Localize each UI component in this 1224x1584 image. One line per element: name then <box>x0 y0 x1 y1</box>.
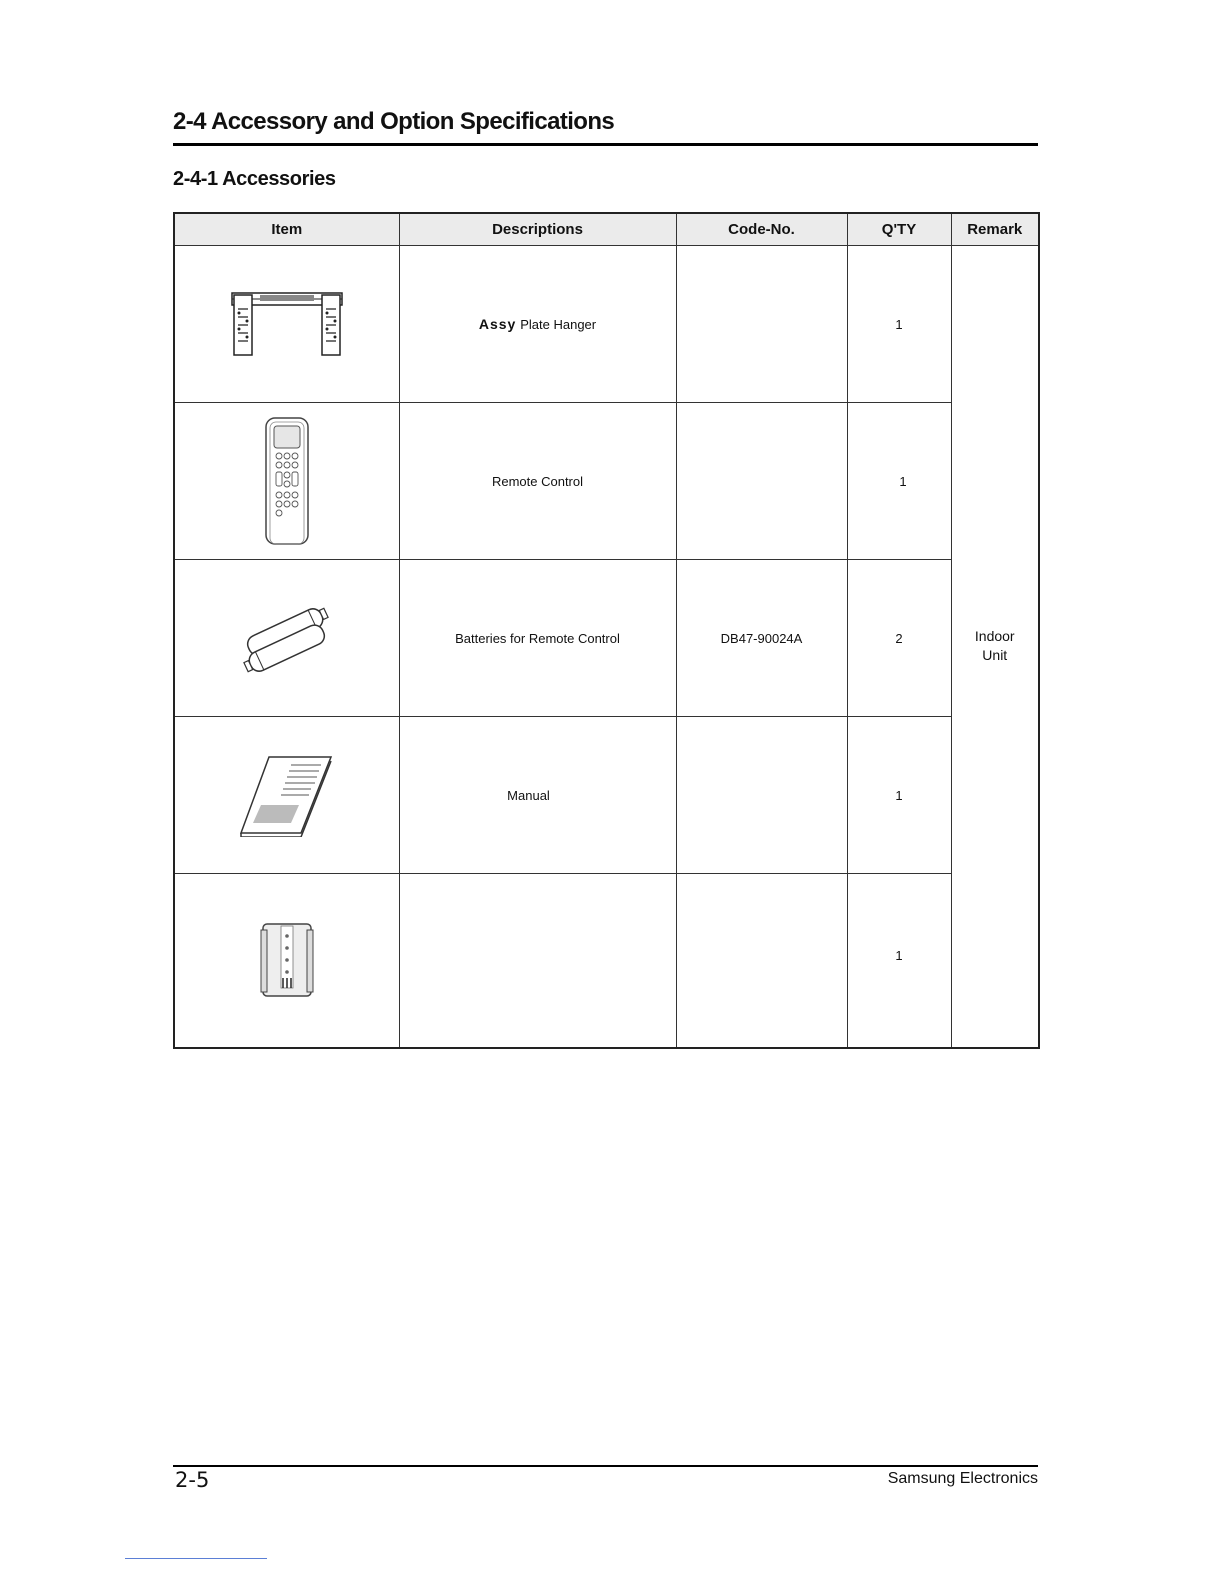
header-descriptions: Descriptions <box>399 213 676 246</box>
section-title: 2-4 Accessory and Option Specifications <box>173 108 615 135</box>
table-row <box>174 874 1039 1048</box>
description-text: Plate Hanger <box>520 317 597 332</box>
qty-cell: 1 <box>847 874 951 1048</box>
title-rule <box>173 143 1038 146</box>
description-cell <box>399 246 676 403</box>
table-row <box>174 403 1039 560</box>
manual-icon <box>239 753 335 837</box>
item-cell <box>174 403 399 560</box>
remark-cell <box>951 246 1039 1048</box>
description-cell: Remote Control <box>399 403 676 560</box>
footer-brand: Samsung Electronics <box>887 1470 1038 1487</box>
table-row <box>174 246 1039 403</box>
remark-line: Unit <box>982 647 1008 664</box>
code-cell <box>676 874 847 1048</box>
table-header-row <box>174 213 1039 246</box>
page-number: 2-5 <box>175 1468 210 1492</box>
plate-hanger-icon <box>230 291 344 357</box>
remote-holder-icon <box>259 920 315 1000</box>
description-cell: Manual <box>399 717 676 874</box>
header-code: Code-No. <box>676 213 847 246</box>
qty-cell: 2 <box>847 560 951 717</box>
code-cell: DB47-90024A <box>676 560 847 717</box>
header-item: Item <box>174 213 399 246</box>
code-cell <box>676 246 847 403</box>
item-cell <box>174 560 399 717</box>
description-cell: Batteries for Remote Control <box>399 560 676 717</box>
header-remark: Remark <box>951 213 1039 246</box>
accessories-table <box>173 212 1040 1049</box>
code-cell <box>676 717 847 874</box>
description-cell <box>399 874 676 1048</box>
remark-line: Indoor <box>974 628 1015 645</box>
footer-rule <box>173 1465 1038 1467</box>
batteries-icon <box>237 601 337 675</box>
remote-control-icon <box>264 416 310 546</box>
qty-cell: 1 <box>847 403 951 560</box>
code-cell <box>676 403 847 560</box>
subsection-title: 2-4-1 Accessories <box>173 168 336 190</box>
table-row <box>174 717 1039 874</box>
link-underline <box>125 1558 267 1559</box>
header-qty: Q'TY <box>847 213 951 246</box>
qty-cell: 1 <box>847 717 951 874</box>
item-cell <box>174 874 399 1048</box>
item-cell <box>174 717 399 874</box>
table-row <box>174 560 1039 717</box>
assy-prefix: Assy <box>478 316 517 332</box>
qty-cell: 1 <box>847 246 951 403</box>
item-cell <box>174 246 399 403</box>
